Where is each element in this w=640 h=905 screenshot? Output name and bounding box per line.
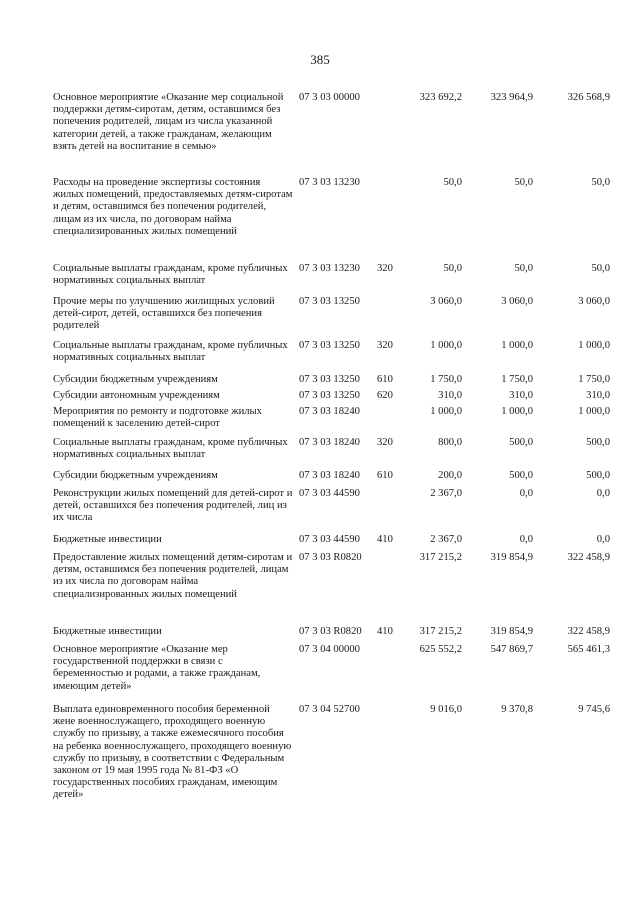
row-value-year3: 1 750,0 [578, 374, 610, 385]
row-expense-type: 410 [377, 626, 393, 637]
row-value-year3: 9 745,6 [578, 704, 610, 715]
row-value-year1: 1 000,0 [430, 406, 462, 417]
row-description: Социальные выплаты гражданам, кроме публичных нормативных социальных выплат [53, 340, 288, 364]
row-description: Прочие меры по улучшению жилищных условий детей-сирот, детей, оставшихся без попечения родителей [53, 296, 275, 332]
row-value-year2: 500,0 [509, 470, 533, 481]
row-code: 07 3 03 18240 [299, 406, 360, 417]
row-value-year2: 1 000,0 [501, 340, 533, 351]
row-value-year2: 0,0 [519, 534, 533, 545]
row-value-year3: 326 568,9 [567, 92, 610, 103]
row-expense-type: 320 [377, 340, 393, 351]
row-value-year1: 2 367,0 [430, 488, 462, 499]
row-value-year3: 565 461,3 [567, 644, 610, 655]
row-code: 07 3 03 13250 [299, 296, 360, 307]
row-value-year2: 1 000,0 [501, 406, 533, 417]
row-value-year1: 310,0 [438, 390, 462, 401]
row-code: 07 3 03 13250 [299, 390, 360, 401]
row-description: Выплата единовременного пособия беременной жене военнослужащего, проходящего военную службу по призыву, а также ежемесячного пособия на ребенка военнослужащего, проходящего военную службу по призыву, в соответствии с Федеральным законом от 19 мая 1995 года № 81-ФЗ «О государственных пособиях гражданам, имеющим детей» [53, 704, 292, 801]
row-description: Основное мероприятие «Оказание мер социальной поддержки детям-сиротам, детям, оставшимся без попечения родителей, лицам из числа указанной категории детей, а также гражданам, желающим взять детей на воспитание в семью» [53, 92, 284, 152]
row-value-year1: 323 692,2 [419, 92, 462, 103]
row-value-year1: 625 552,2 [419, 644, 462, 655]
row-value-year3: 0,0 [596, 534, 610, 545]
row-description: Бюджетные инвестиции [53, 534, 162, 545]
row-expense-type: 320 [377, 437, 393, 448]
row-value-year3: 1 000,0 [578, 406, 610, 417]
row-code: 07 3 03 44590 [299, 534, 360, 545]
row-value-year2: 547 869,7 [490, 644, 533, 655]
row-value-year2: 500,0 [509, 437, 533, 448]
row-value-year2: 0,0 [519, 488, 533, 499]
row-value-year2: 323 964,9 [490, 92, 533, 103]
row-value-year2: 9 370,8 [501, 704, 533, 715]
row-description: Субсидии бюджетным учреждениям [53, 470, 218, 481]
row-value-year1: 200,0 [438, 470, 462, 481]
row-description: Социальные выплаты гражданам, кроме публичных нормативных социальных выплат [53, 263, 288, 287]
row-value-year1: 9 016,0 [430, 704, 462, 715]
row-code: 07 3 03 18240 [299, 437, 360, 448]
row-description: Основное мероприятие «Оказание мер государственной поддержки в связи с беременностью и родами, а также гражданам, имеющим детей» [53, 644, 261, 692]
row-description: Реконструкции жилых помещений для детей-сирот и детей, оставшихся без попечения родителей, лиц из их числа [53, 488, 293, 524]
row-value-year3: 50,0 [591, 263, 610, 274]
row-value-year3: 3 060,0 [578, 296, 610, 307]
row-expense-type: 410 [377, 534, 393, 545]
row-code: 07 3 03 44590 [299, 488, 360, 499]
row-value-year3: 500,0 [586, 437, 610, 448]
row-expense-type: 320 [377, 263, 393, 274]
row-value-year1: 50,0 [443, 263, 462, 274]
row-code: 07 3 04 00000 [299, 644, 360, 655]
page-number: 385 [310, 52, 330, 67]
row-value-year2: 50,0 [514, 177, 533, 188]
row-description: Социальные выплаты гражданам, кроме публичных нормативных социальных выплат [53, 437, 288, 461]
row-description: Расходы на проведение экспертизы состояния жилых помещений, предоставляемых детям-сиротам и детям, оставшимся без попечения родителей, лицам из их числа, по договорам найма специализированных жилых помещений [53, 177, 293, 237]
row-code: 07 3 03 00000 [299, 92, 360, 103]
row-value-year3: 500,0 [586, 470, 610, 481]
row-code: 07 3 03 13230 [299, 177, 360, 188]
row-value-year3: 0,0 [596, 488, 610, 499]
row-code: 07 3 03 13250 [299, 374, 360, 385]
row-value-year1: 1 750,0 [430, 374, 462, 385]
row-value-year1: 3 060,0 [430, 296, 462, 307]
row-value-year2: 1 750,0 [501, 374, 533, 385]
row-description: Мероприятия по ремонту и подготовке жилых помещений к заселению детей-сирот [53, 406, 262, 430]
row-code: 07 3 03 18240 [299, 470, 360, 481]
row-value-year1: 317 215,2 [419, 552, 462, 563]
row-code: 07 3 03 13250 [299, 340, 360, 351]
row-value-year3: 50,0 [591, 177, 610, 188]
row-value-year1: 2 367,0 [430, 534, 462, 545]
row-value-year3: 310,0 [586, 390, 610, 401]
row-expense-type: 610 [377, 470, 393, 481]
row-expense-type: 610 [377, 374, 393, 385]
row-code: 07 3 03 13230 [299, 263, 360, 274]
row-description: Предоставление жилых помещений детям-сиротам и детям, оставшимся без попечения родителей, лицам из их числа по договорам найма специализированных жилых помещений [53, 552, 293, 600]
row-description: Бюджетные инвестиции [53, 626, 162, 637]
row-value-year2: 319 854,9 [490, 626, 533, 637]
row-value-year1: 317 215,2 [419, 626, 462, 637]
row-value-year2: 319 854,9 [490, 552, 533, 563]
row-code: 07 3 04 52700 [299, 704, 360, 715]
row-value-year3: 1 000,0 [578, 340, 610, 351]
row-value-year1: 800,0 [438, 437, 462, 448]
row-value-year3: 322 458,9 [567, 626, 610, 637]
row-value-year2: 50,0 [514, 263, 533, 274]
row-description: Субсидии автономным учреждениям [53, 390, 220, 401]
row-value-year3: 322 458,9 [567, 552, 610, 563]
row-code: 07 3 03 R0820 [299, 626, 362, 637]
row-code: 07 3 03 R0820 [299, 552, 362, 563]
row-expense-type: 620 [377, 390, 393, 401]
row-value-year1: 1 000,0 [430, 340, 462, 351]
row-description: Субсидии бюджетным учреждениям [53, 374, 218, 385]
row-value-year2: 310,0 [509, 390, 533, 401]
row-value-year2: 3 060,0 [501, 296, 533, 307]
row-value-year1: 50,0 [443, 177, 462, 188]
